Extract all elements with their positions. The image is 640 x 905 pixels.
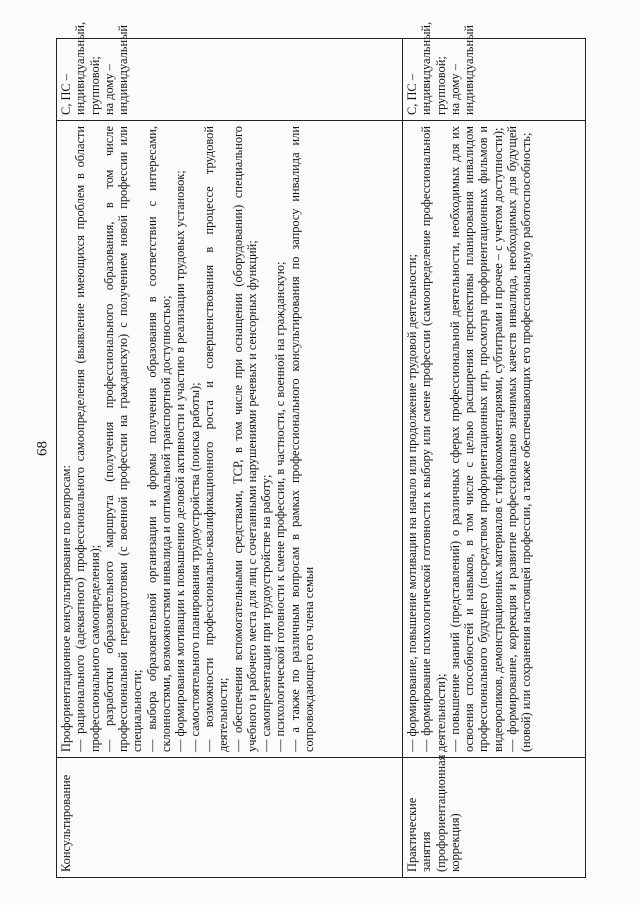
content-line: — психологической готовности к смене профессии, в частности, с военной на гражданскую;: [273, 261, 288, 752]
table-row-practical: [403, 39, 586, 878]
content-line: — обеспечения вспомогательными средствами, ТСР, в том числе при оснащении (оборудовании) специального учебного и рабочего места для лиц с сочетанными нарушениями речевых и сенсорных функций;: [230, 126, 259, 752]
service-content-cell: [57, 121, 403, 758]
content-line: — формирование, коррекция и развитие профессионально значимых качеств инвалида, необходимых для будущей (новой) или сохранения настоящей профессии, а также обеспечивающих его профессиональную работоспособность;: [505, 126, 534, 752]
format-line: на дому –: [101, 64, 116, 115]
content-line: — разработки образовательного маршрута (получения профессионального образования, в том числе профессиональной переподготовки (с военной профессии на гражданскую) с получением новой профессии или специальности;: [101, 126, 145, 752]
format-line: С, ПС –: [405, 74, 419, 115]
content-line: — самостоятельного планирования трудоустройства (поиска работы);: [187, 382, 202, 752]
content-line: — а также по различным вопросам в рамках профессионального консультирования по запросу инвалида или сопровождающего его члена семьи: [287, 126, 317, 752]
content-line: — самопрезентации при трудоустройстве на работу;: [259, 474, 274, 752]
service-name-cell: [57, 758, 403, 878]
service-name: Практические занятия (профориентационная коррекция): [405, 754, 462, 872]
content-line: — рационального (адекватного) профессионального самоопределения (выявление имеющихся проблем в области профессионального самоопределения);: [73, 126, 102, 752]
content-line: — возможности профессионально-квалификационного роста и совершенствования в процессе трудовой деятельности;: [201, 126, 231, 752]
table-row-consulting: [57, 39, 403, 878]
format-line: индивидуальный: [462, 24, 477, 115]
format-line: на дому –: [447, 64, 462, 115]
service-name-cell: [403, 754, 586, 878]
content-line: — формирование, повышение мотивации на начало или продолжение трудовой деятельности;: [405, 254, 419, 752]
service-format-cell: [57, 21, 403, 121]
format-line: С, ПС –: [59, 74, 73, 115]
services-table: [56, 21, 586, 878]
service-name: Консультирование: [59, 774, 73, 872]
format-line: групповой;: [433, 56, 448, 115]
format-line: индивидуальный,: [73, 21, 88, 115]
format-line: индивидуальный: [116, 24, 131, 115]
rotated-page: [56, 21, 586, 878]
service-format-cell: [403, 21, 586, 121]
page-number: 68: [34, 441, 51, 456]
service-content-cell: [403, 121, 586, 758]
format-line: индивидуальный,: [419, 21, 434, 115]
content-line: Профориентационное консультирование по вопросам:: [59, 465, 73, 752]
content-line: — выбора образовательной организации и формы получения образования в соответствии с интересами, склонностями, возможностями инвалида и оптимальной транспортной доступностью;: [144, 126, 174, 752]
content-line: — повышение знаний (представлений) о различных сферах профессиональной деятельности, необходимых для их освоения способностей и навыков, в том числе с целью расширения перспективы планирования инвалидом профессионального будущего (посредством профориентационных игр, просмотра профориентационных фильмов и видеороликов, демонстрационных материалов с тифлокомментариями, субтитрами и прочее – с учетом доступности);: [447, 126, 505, 752]
content-line: — формирование психологической готовности к выбору или смене профессии (самоопределение профессиональной деятельности);: [419, 126, 448, 752]
format-line: групповой;: [87, 56, 102, 115]
content-line: — формирования мотивации к повышению деловой активности и участию в реализации трудовых установок;: [173, 170, 188, 752]
